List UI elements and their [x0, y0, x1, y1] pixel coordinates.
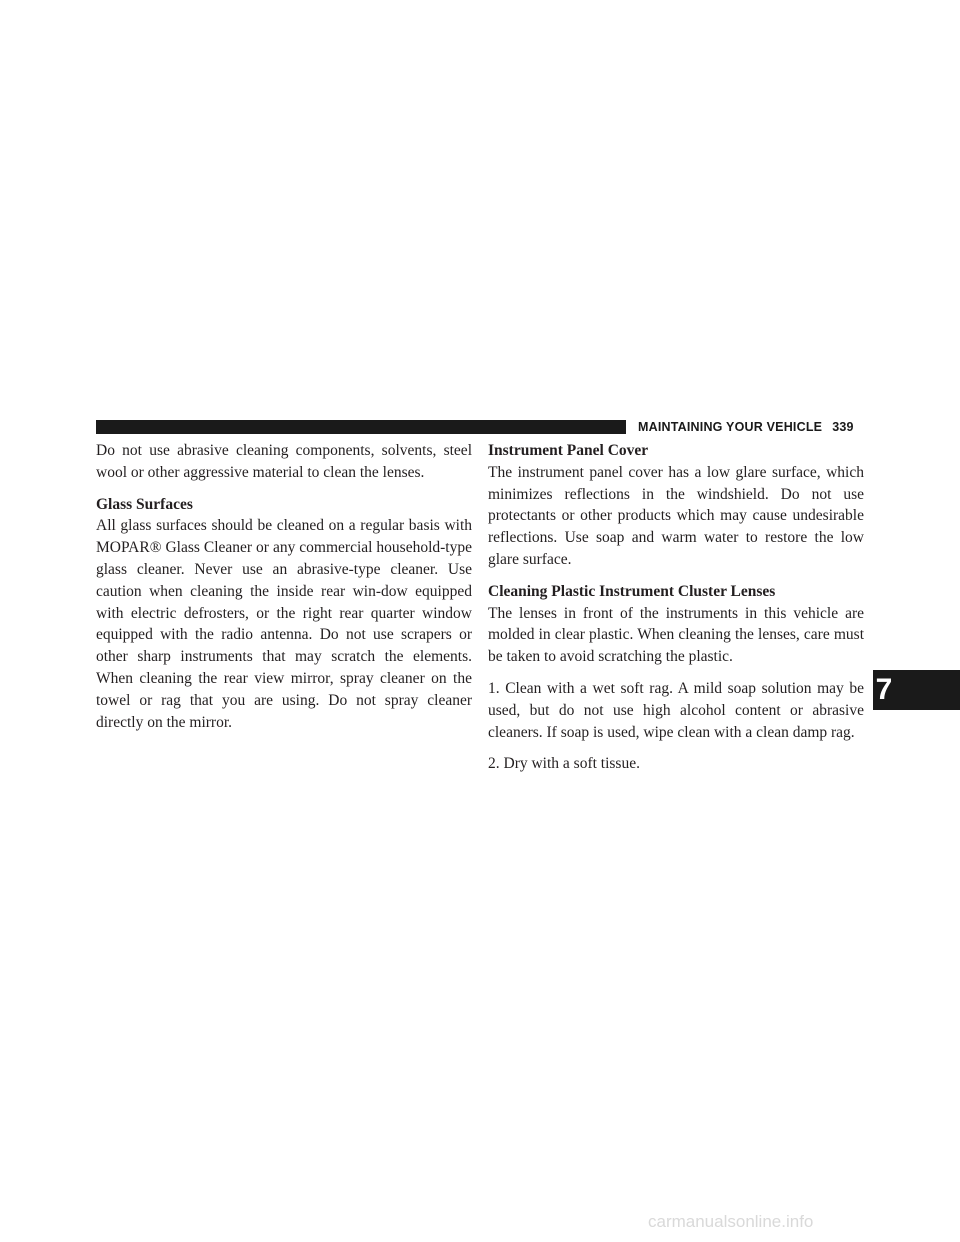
intro-paragraph: Do not use abrasive cleaning components, solvents, steel wool or other aggressive material to clean the lenses. [96, 442, 472, 481]
right-column [488, 440, 864, 785]
watermark-text: carmanualsonline.info [648, 1212, 814, 1231]
cluster-lenses-heading: Cleaning Plastic Instrument Cluster Lenses [488, 582, 776, 600]
glass-surfaces-paragraph: All glass surfaces should be cleaned on a regular basis with MOPAR® Glass Cleaner or any commercial household-type glass cleaner. Never use an abrasive-type cleaner. Use caution when cleaning the inside rear win-dow equipped with electric defrosters, or the right rear quarter window equipped with the radio antenna. Do not use scrapers or other sharp instruments that may scratch the elements. When cleaning the rear view mirror, spray cleaner on the towel or rag that you are using. Do not spray cleaner directly on the mirror. [96, 517, 472, 731]
chapter-number: 7 [875, 673, 893, 706]
header-rule-bar [96, 420, 626, 434]
page-number: 339 [832, 420, 854, 434]
cluster-lenses-paragraph: The lenses in front of the instruments in this vehicle are molded in clear plastic. When cleaning the lenses, care must be taken to avoid scratching the plastic. [488, 604, 864, 666]
section-title: MAINTAINING YOUR VEHICLE [638, 420, 823, 434]
instrument-panel-heading: Instrument Panel Cover [488, 442, 649, 459]
instrument-panel-paragraph: The instrument panel cover has a low glare surface, which minimizes reflections in the windshield. Do not use protectants or other products which may cause undesirable reflections. Use soap and warm water to restore the low glare surface. [488, 463, 864, 568]
chapter-tab [873, 670, 960, 710]
step-2-item: 2. Dry with a soft tissue. [488, 755, 640, 773]
left-column [96, 440, 472, 743]
running-header [638, 419, 868, 435]
glass-surfaces-heading: Glass Surfaces [96, 495, 193, 513]
step-1-item: 1. Clean with a wet soft rag. A mild soap solution may be used, but do not use high alcohol content or abrasive cleaners. If soap is used, wipe clean with a clean damp rag. [488, 679, 864, 741]
